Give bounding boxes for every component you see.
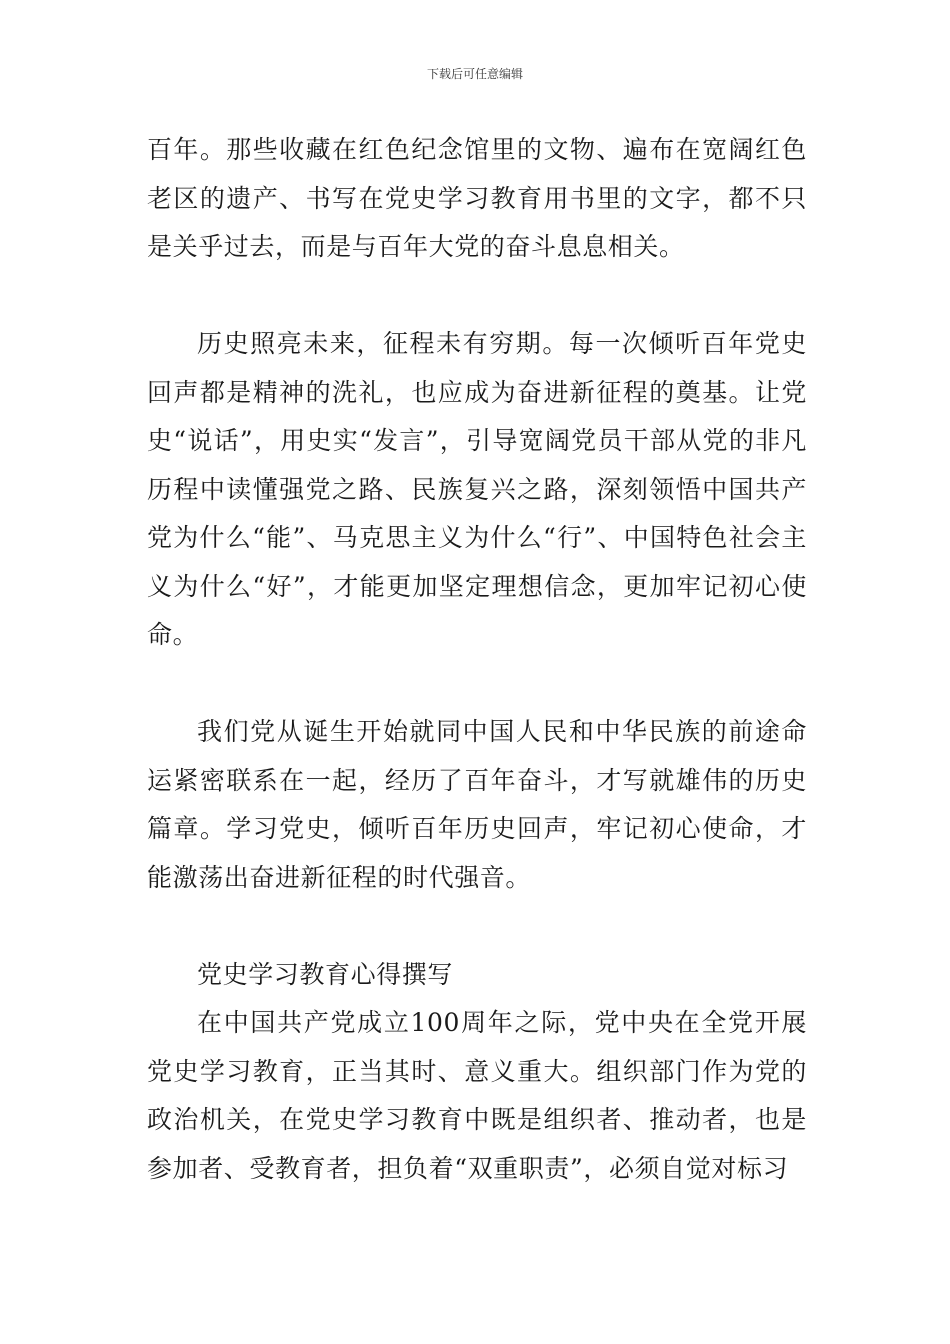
- paragraph-2: 历史照亮未来，征程未有穷期。每一次倾听百年党史回声都是精神的洗礼，也应成为奋进新征程的奠基。让党史“说话”，用史实“发言”，引导宽阔党员干部从党的非凡历程中读懂强党之路、民族复兴之路，深刻领悟中国共产党为什么“能”、马克思主义为什么“行”、中国特色社会主义为什么“好”，才能更加坚定理想信念，更加牢记初心使命。: [147, 329, 807, 649]
- paragraph-gap: [147, 660, 807, 709]
- document-body: [147, 126, 807, 1193]
- section-heading: 党史学习教育心得撰写: [197, 959, 454, 989]
- paragraph-gap: [147, 902, 807, 951]
- paragraph-4: 在中国共产党成立100周年之际，党中央在全党开展党史学习教育，正当其时、意义重大。组织部门作为党的政治机关，在党史学习教育中既是组织者、推动者，也是参加者、受教育者，担负着“双重职责”，必须自觉对标习: [147, 1008, 807, 1183]
- paragraph-1: 百年。那些收藏在红色纪念馆里的文物、遍布在宽阔红色老区的遗产、书写在党史学习教育用书里的文字，都不只是关乎过去，而是与百年大党的奋斗息息相关。: [147, 135, 807, 261]
- paragraph-3: 我们党从诞生开始就同中国人民和中华民族的前途命运紧密联系在一起，经历了百年奋斗，才写就雄伟的历史篇章。学习党史，倾听百年历史回声，牢记初心使命，才能激荡出奋进新征程的时代强音。: [147, 717, 807, 892]
- paragraph-gap: [147, 272, 807, 321]
- page-header: 下载后可任意编辑: [426, 67, 523, 81]
